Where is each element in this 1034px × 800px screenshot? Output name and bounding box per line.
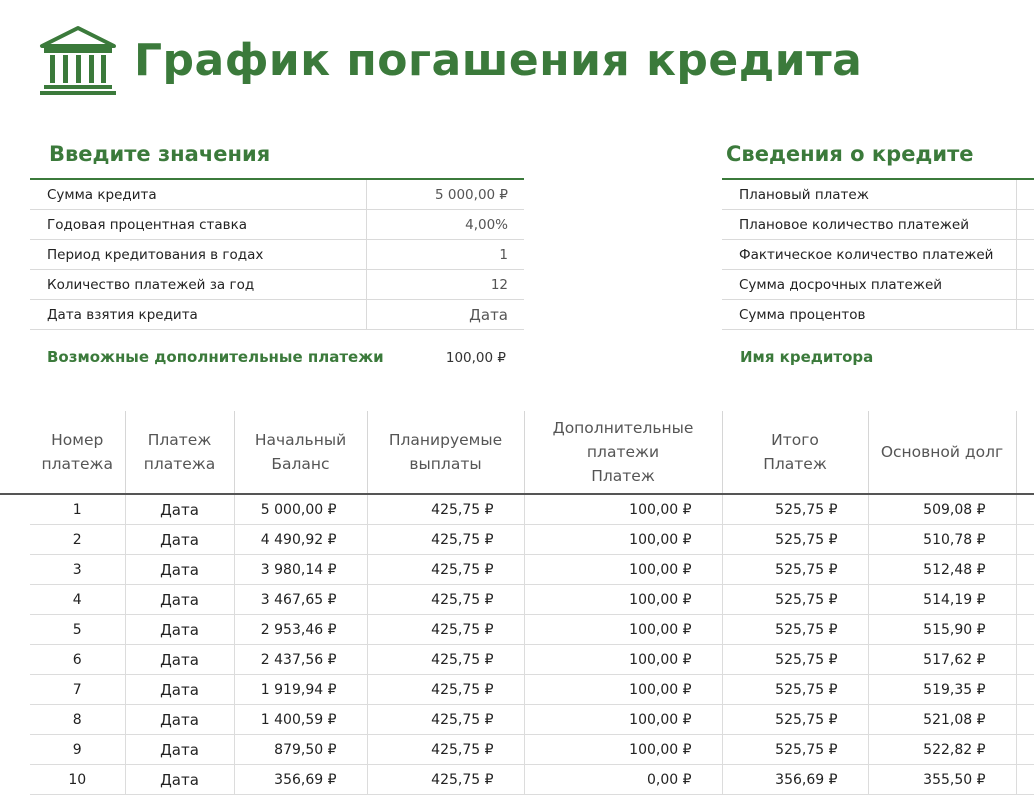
input-label: Дата взятия кредита [30,300,366,330]
payment-date-cell[interactable]: Дата [125,494,234,525]
inputs-heading: Введите значения [49,142,271,166]
total-payment-cell[interactable]: 525,75 ₽ [722,525,868,555]
header-text: Баланс [271,455,330,473]
info-row [722,210,1034,240]
beginning-balance-cell[interactable]: 2 953,46 ₽ [234,615,367,645]
header-text: платежи [586,443,660,461]
extra-payment-cell[interactable]: 100,00 ₽ [524,615,722,645]
table-row [0,675,1034,705]
cut-off-cell[interactable] [1016,555,1034,585]
payments-per-year-cell[interactable]: 12 [366,270,524,300]
beginning-balance-cell[interactable]: 3 467,65 ₽ [234,585,367,615]
header-payment-number [30,411,125,494]
principal-cell[interactable]: 509,08 ₽ [868,494,1016,525]
info-value-cell[interactable] [1016,300,1034,330]
payment-number-cell[interactable]: 9 [30,735,125,765]
schedule-header-row [0,411,1034,494]
cut-off-cell[interactable] [1016,765,1034,795]
row-gap [0,494,30,525]
page-title: График погашения кредита [134,34,863,86]
loan-period-cell[interactable]: 1 [366,240,524,270]
header-text: платежа [41,455,114,473]
planned-payment-cell[interactable]: 425,75 ₽ [367,494,524,525]
planned-payment-cell[interactable]: 425,75 ₽ [367,735,524,765]
beginning-balance-cell[interactable]: 5 000,00 ₽ [234,494,367,525]
input-label: Период кредитования в годах [30,240,366,270]
cut-off-cell[interactable] [1016,675,1034,705]
extra-payment-cell[interactable]: 100,00 ₽ [524,645,722,675]
total-payment-cell[interactable]: 525,75 ₽ [722,705,868,735]
total-payment-cell[interactable]: 525,75 ₽ [722,645,868,675]
payment-date-cell[interactable]: Дата [125,675,234,705]
row-gap [0,555,30,585]
header-text: платежа [143,455,216,473]
header-extra-payment [524,411,722,494]
payment-number-cell[interactable]: 1 [30,494,125,525]
table-row [0,585,1034,615]
cut-off-cell[interactable] [1016,705,1034,735]
total-payment-cell[interactable]: 525,75 ₽ [722,494,868,525]
table-row [0,705,1034,735]
cut-off-cell[interactable] [1016,494,1034,525]
loan-amount-cell[interactable]: 5 000,00 ₽ [366,180,524,210]
row-gap [0,705,30,735]
planned-payment-cell[interactable]: 425,75 ₽ [367,705,524,735]
input-row [30,210,524,240]
info-heading: Сведения о кредите [726,142,974,166]
input-label: Количество платежей за год [30,270,366,300]
total-payment-cell[interactable]: 525,75 ₽ [722,615,868,645]
extra-payment-cell[interactable]: 100,00 ₽ [524,585,722,615]
beginning-balance-cell[interactable]: 356,69 ₽ [234,765,367,795]
planned-payment-cell[interactable]: 425,75 ₽ [367,645,524,675]
header-text: Планируемые [388,431,503,449]
loan-date-cell[interactable]: Дата [366,300,524,330]
info-label: Плановый платеж [722,180,1016,210]
header-text: Номер [51,431,104,449]
planned-payment-cell[interactable]: 425,75 ₽ [367,675,524,705]
principal-cell[interactable]: 521,08 ₽ [868,705,1016,735]
beginning-balance-cell[interactable]: 1 919,94 ₽ [234,675,367,705]
header-text: Итого [771,431,819,449]
row-gap [0,585,30,615]
cut-off-cell[interactable] [1016,525,1034,555]
table-row [0,494,1034,525]
input-label: Годовая процентная ставка [30,210,366,240]
info-table [722,180,1034,330]
header-principal [868,411,1016,494]
row-gap [0,615,30,645]
row-gap [0,675,30,705]
lender-name-label: Имя кредитора [740,348,874,366]
payment-date-cell[interactable]: Дата [125,705,234,735]
principal-cell[interactable]: 512,48 ₽ [868,555,1016,585]
header-text: Начальный [254,431,347,449]
extra-payment-cell[interactable]: 100,00 ₽ [524,525,722,555]
info-label: Фактическое количество платежей [722,240,1016,270]
beginning-balance-cell[interactable]: 4 490,92 ₽ [234,525,367,555]
header-gap [0,411,30,494]
table-row [0,525,1034,555]
table-row [0,555,1034,585]
extra-payment-cell[interactable]: 0,00 ₽ [524,765,722,795]
header-planned-payment [367,411,524,494]
info-row [722,180,1034,210]
header-text: Платеж [147,431,212,449]
principal-cell[interactable]: 355,50 ₽ [868,765,1016,795]
header-text: Основной долг [880,443,1004,461]
total-payment-cell[interactable]: 525,75 ₽ [722,585,868,615]
input-row [30,180,524,210]
header-text: Дополнительные [552,419,694,437]
info-value-cell[interactable] [1016,210,1034,240]
payment-number-cell[interactable]: 10 [30,765,125,795]
extra-payments-label: Возможные дополнительные платежи [47,348,384,366]
inputs-table [30,180,524,330]
payment-date-cell[interactable]: Дата [125,615,234,645]
extra-payment-cell[interactable]: 100,00 ₽ [524,555,722,585]
info-value-cell[interactable] [1016,270,1034,300]
input-row [30,270,524,300]
beginning-balance-cell[interactable]: 2 437,56 ₽ [234,645,367,675]
extra-payment-cell[interactable]: 100,00 ₽ [524,735,722,765]
header-text: Платеж [763,455,827,473]
payment-date-cell[interactable]: Дата [125,765,234,795]
total-payment-cell[interactable]: 525,75 ₽ [722,555,868,585]
cut-off-cell[interactable] [1016,615,1034,645]
cut-off-cell[interactable] [1016,585,1034,615]
table-row [0,615,1034,645]
payment-number-cell[interactable]: 8 [30,705,125,735]
payment-number-cell[interactable]: 5 [30,615,125,645]
info-row [722,270,1034,300]
principal-cell[interactable]: 522,82 ₽ [868,735,1016,765]
table-row [0,645,1034,675]
payment-number-cell[interactable]: 2 [30,525,125,555]
payment-date-cell[interactable]: Дата [125,645,234,675]
row-gap [0,735,30,765]
interest-rate-cell[interactable]: 4,00% [366,210,524,240]
cut-off-cell[interactable] [1016,735,1034,765]
payment-number-cell[interactable]: 3 [30,555,125,585]
planned-payment-cell[interactable]: 425,75 ₽ [367,765,524,795]
header-text: выплаты [409,455,482,473]
planned-payment-cell[interactable]: 425,75 ₽ [367,585,524,615]
header-beginning-balance [234,411,367,494]
info-row [722,300,1034,330]
planned-payment-cell[interactable]: 425,75 ₽ [367,615,524,645]
input-row [30,300,524,330]
beginning-balance-cell[interactable]: 3 980,14 ₽ [234,555,367,585]
payment-number-cell[interactable]: 4 [30,585,125,615]
total-payment-cell[interactable]: 525,75 ₽ [722,675,868,705]
table-row [0,735,1034,765]
total-payment-cell[interactable]: 356,69 ₽ [722,765,868,795]
principal-cell[interactable]: 510,78 ₽ [868,525,1016,555]
principal-cell[interactable]: 517,62 ₽ [868,645,1016,675]
payment-date-cell[interactable]: Дата [125,585,234,615]
payment-number-cell[interactable]: 7 [30,675,125,705]
payment-date-cell[interactable]: Дата [125,735,234,765]
row-gap [0,645,30,675]
header-cut-off [1016,411,1034,494]
header-text: Платеж [591,467,655,485]
table-row [0,765,1034,795]
header-payment-date [125,411,234,494]
info-row [722,240,1034,270]
title-row [38,22,862,98]
info-value-cell[interactable] [1016,180,1034,210]
total-payment-cell[interactable]: 525,75 ₽ [722,735,868,765]
input-row [30,240,524,270]
beginning-balance-cell[interactable]: 1 400,59 ₽ [234,705,367,735]
info-label: Сумма процентов [722,300,1016,330]
extra-payment-cell[interactable]: 100,00 ₽ [524,494,722,525]
row-gap [0,525,30,555]
schedule-body [0,494,1034,795]
extra-payments-value[interactable]: 100,00 ₽ [445,350,506,366]
planned-payment-cell[interactable]: 425,75 ₽ [367,555,524,585]
extra-payment-cell[interactable]: 100,00 ₽ [524,675,722,705]
schedule-table [0,411,1034,795]
input-label: Сумма кредита [30,180,366,210]
row-gap [0,765,30,795]
payment-date-cell[interactable]: Дата [125,525,234,555]
payment-number-cell[interactable]: 6 [30,645,125,675]
info-label: Сумма досрочных платежей [722,270,1016,300]
principal-cell[interactable]: 514,19 ₽ [868,585,1016,615]
beginning-balance-cell[interactable]: 879,50 ₽ [234,735,367,765]
bank-icon [38,24,118,96]
info-label: Плановое количество платежей [722,210,1016,240]
principal-cell[interactable]: 515,90 ₽ [868,615,1016,645]
principal-cell[interactable]: 519,35 ₽ [868,675,1016,705]
payment-date-cell[interactable]: Дата [125,555,234,585]
header-total-payment [722,411,868,494]
planned-payment-cell[interactable]: 425,75 ₽ [367,525,524,555]
info-value-cell[interactable] [1016,240,1034,270]
extra-payment-cell[interactable]: 100,00 ₽ [524,705,722,735]
cut-off-cell[interactable] [1016,645,1034,675]
